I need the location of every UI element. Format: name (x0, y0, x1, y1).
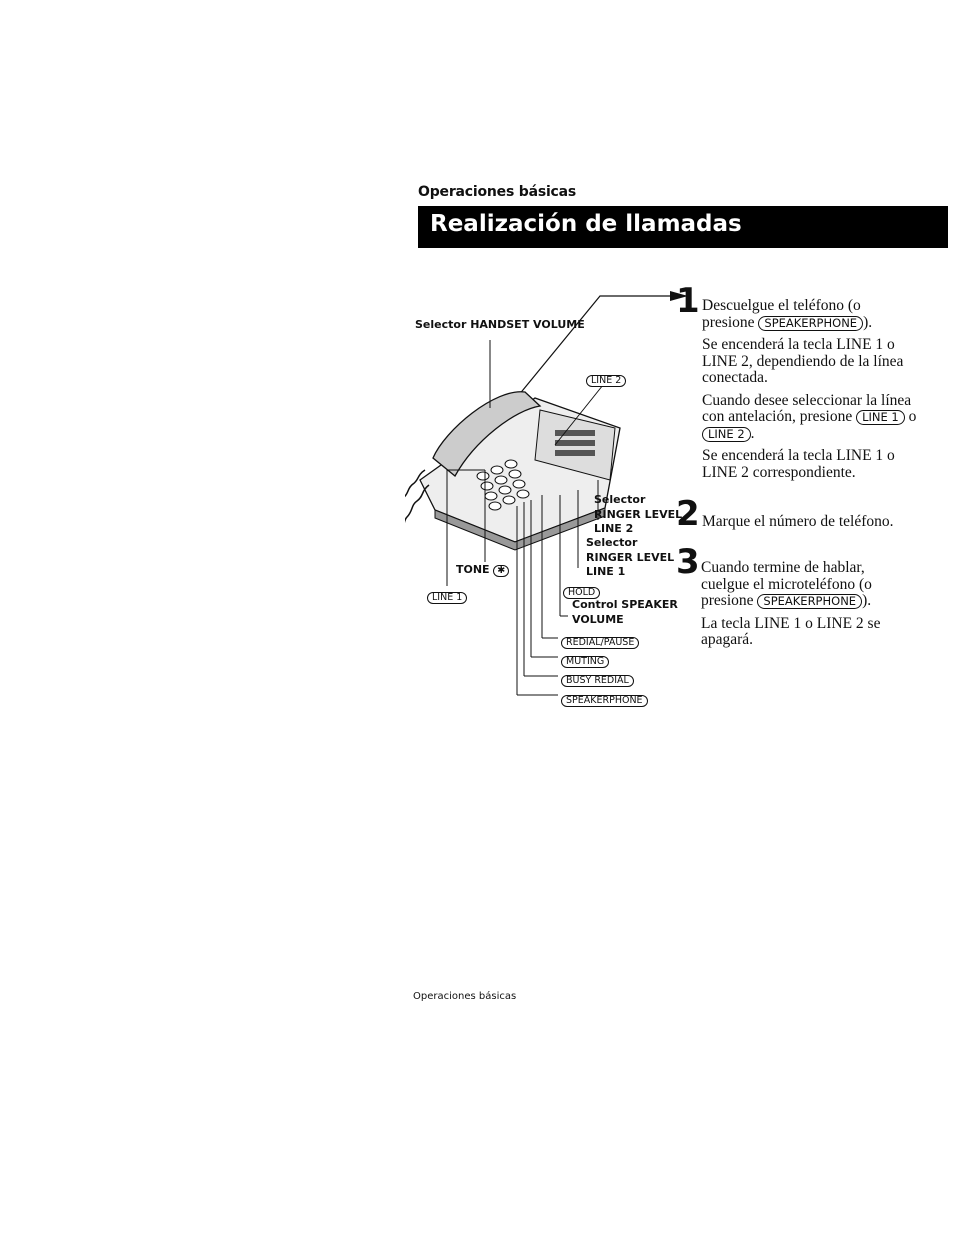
key-speakerphone: SPEAKERPHONE (561, 695, 648, 707)
label-ringer-line1: Selector RINGER LEVEL LINE 1 (586, 536, 675, 578)
step-number-3: 3 (676, 542, 700, 582)
line1-key-inline: LINE 1 (856, 410, 905, 425)
step-1-text: Descuelgue el teléfono (o presione SPEAKERPHONE ). Se encenderá la tecla LINE 1 o LINE 2, dependiendo de la línea conectada. Cuando desee seleccionar la línea con antelación, presione LINE 1 o LINE 2 . Se encenderá la tecla LINE 1 o LINE 2 correspondiente. (702, 297, 917, 481)
label-handset-volume: Selector HANDSET VOLUME (415, 318, 585, 331)
page-title: Realización de llamadas (430, 211, 742, 237)
key-redial-pause: REDIAL/PAUSE (561, 637, 639, 649)
step-number-1: 1 (676, 281, 700, 321)
title-bar-extension (916, 206, 948, 214)
title-bar (418, 206, 948, 248)
speakerphone-key-inline: SPEAKERPHONE (758, 316, 863, 331)
step-2-text: Marque el número de teléfono. (702, 513, 894, 530)
function-keys (555, 430, 595, 456)
key-muting: MUTING (561, 656, 609, 668)
section-heading: Operaciones básicas (418, 184, 577, 200)
line2-key-inline: LINE 2 (702, 427, 751, 442)
tone-key-symbol: ✱ (493, 565, 509, 577)
key-hold: HOLD (563, 587, 600, 599)
key-line1: LINE 1 (427, 592, 467, 604)
label-tone: TONE ✱ (456, 563, 509, 578)
speakerphone-key-inline-2: SPEAKERPHONE (757, 594, 862, 609)
footer-label: Operaciones básicas (413, 991, 517, 1002)
label-speaker-volume: Control SPEAKER VOLUME (572, 598, 678, 626)
step-number-2: 2 (676, 494, 700, 534)
label-ringer-line2: Selector RINGER LEVEL LINE 2 (594, 493, 683, 535)
key-busy-redial: BUSY REDIAL (561, 675, 634, 687)
step-3-text: Cuando termine de hablar, cuelgue el microteléfono (o presione SPEAKERPHONE ). La tecla LINE 1 o LINE 2 se apagará. (701, 559, 881, 648)
key-line2: LINE 2 (586, 375, 626, 387)
